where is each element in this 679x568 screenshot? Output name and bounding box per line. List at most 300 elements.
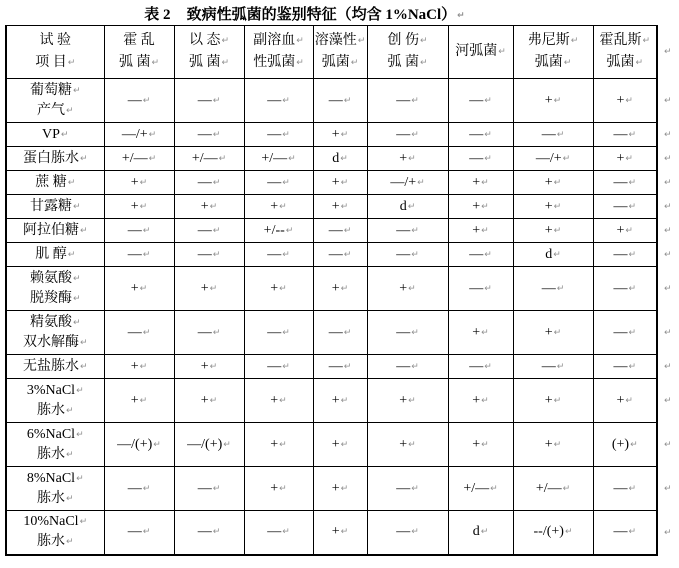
line-break-mark: ↵ [481,439,489,450]
row-end-mark [657,219,675,243]
line-break-mark: ↵ [411,249,419,260]
line-break-mark: ↵ [556,361,565,372]
table-cell: +↵ [593,379,657,423]
line-break-mark: ↵ [151,58,160,68]
line-break-mark: ↵ [67,177,76,188]
line-break-mark: ↵ [209,201,218,212]
line-break-mark: ↵ [556,129,565,140]
line-break-mark: ↵ [72,85,81,96]
row-label: 无盐胨水↵ [6,355,104,379]
line-break-mark: ↵ [212,129,221,140]
row-end-mark [657,79,675,123]
line-break-mark: ↵ [343,361,352,372]
table-cell: —↵ [174,511,244,555]
table-cell: +↵ [244,267,313,311]
table-row [6,511,675,555]
row-label: 阿拉伯糖↵ [6,219,104,243]
table-cell: —↵ [104,467,174,511]
table-cell: —/+↵ [104,123,174,147]
line-break-mark: ↵ [664,283,672,294]
column-header: 试 验 项 目↵ [6,26,104,79]
table-row [6,243,675,267]
table-cell: —↵ [367,79,448,123]
line-break-mark: ↵ [625,95,633,106]
line-break-mark: ↵ [628,201,637,212]
table-row [6,423,675,467]
line-break-mark: ↵ [635,58,644,68]
line-break-mark: ↵ [664,201,672,212]
column-header: 弗尼斯↵ 弧菌↵ [513,26,593,79]
line-break-mark: ↵ [76,385,84,396]
line-break-mark: ↵ [457,11,465,21]
line-break-mark: ↵ [72,293,81,304]
line-break-mark: ↵ [562,483,571,494]
table-cell: +↵ [313,123,367,147]
table-cell: +/—↵ [174,147,244,171]
line-break-mark: ↵ [340,439,349,450]
table-cell: —↵ [104,511,174,555]
row-label: 精氨酸↵ 双水解酶↵ [6,311,104,355]
line-break-mark: ↵ [408,395,416,406]
table-cell: —/+↵ [367,171,448,195]
line-break-mark: ↵ [628,283,637,294]
table-cell: +↵ [174,379,244,423]
line-break-mark: ↵ [221,58,230,68]
table-cell: —↵ [513,267,593,311]
line-break-mark: ↵ [630,439,638,450]
table-cell: +↵ [104,171,174,195]
table-cell: —↵ [244,311,313,355]
row-label: 蛋白胨水↵ [6,147,104,171]
line-break-mark: ↵ [139,361,148,372]
line-break-mark: ↵ [212,225,221,236]
table-row [6,79,675,123]
line-break-mark: ↵ [625,153,633,164]
vibrio-identification-table [5,25,676,556]
line-break-mark: ↵ [65,449,74,460]
table-cell: --/(+)↵ [513,511,593,555]
table-cell: +↵ [448,171,513,195]
line-break-mark: ↵ [628,361,637,372]
line-break-mark: ↵ [221,36,230,46]
line-break-mark: ↵ [556,283,565,294]
line-break-mark: ↵ [498,47,506,57]
line-break-mark: ↵ [79,361,88,372]
table-cell: —↵ [244,355,313,379]
column-header: 霍乱斯↵ 弧菌↵ [593,26,657,79]
line-break-mark: ↵ [218,153,227,164]
table-row [6,171,675,195]
column-header: 创 伤↵ 弧 菌↵ [367,26,448,79]
table-cell: —↵ [448,243,513,267]
row-end-mark [657,243,675,267]
table-cell: —↵ [448,147,513,171]
table-cell: —↵ [367,511,448,555]
table-cell: —↵ [593,123,657,147]
table-cell: —↵ [448,355,513,379]
line-break-mark: ↵ [282,249,290,260]
line-break-mark: ↵ [142,483,151,494]
line-break-mark: ↵ [563,58,572,68]
table-cell: —↵ [367,311,448,355]
table-cell: +↵ [513,79,593,123]
table-row [6,147,675,171]
line-break-mark: ↵ [279,283,287,294]
table-cell: +↵ [513,311,593,355]
row-end-mark [657,379,675,423]
table-cell: +↵ [448,423,513,467]
line-break-mark: ↵ [484,249,492,260]
table-cell: +↵ [448,379,513,423]
table-cell: +↵ [313,171,367,195]
table-cell: —↵ [313,219,367,243]
line-break-mark: ↵ [148,153,157,164]
line-break-mark: ↵ [60,129,69,140]
line-break-mark: ↵ [628,527,637,538]
table-cell: —↵ [448,267,513,311]
table-cell: —↵ [313,79,367,123]
line-break-mark: ↵ [79,225,88,236]
table-cell: —↵ [313,355,367,379]
column-header: 溶藻性↵ 弧菌↵ [313,26,367,79]
table-cell: +↵ [593,219,657,243]
table-row [6,311,675,355]
table-cell: +↵ [104,267,174,311]
table-row [6,355,675,379]
table-row [6,467,675,511]
table-cell: —↵ [367,467,448,511]
line-break-mark: ↵ [480,527,489,538]
line-break-mark: ↵ [407,201,416,212]
line-break-mark: ↵ [484,361,492,372]
line-break-mark: ↵ [664,47,672,57]
table-cell: +↵ [448,219,513,243]
header-row [6,26,675,79]
line-break-mark: ↵ [212,483,221,494]
table-cell: —↵ [313,243,367,267]
row-label: 葡萄糖↵ 产气↵ [6,79,104,123]
line-break-mark: ↵ [343,249,352,260]
table-cell: +/—↵ [244,147,313,171]
table-cell: +↵ [313,423,367,467]
row-end-mark [657,147,675,171]
line-break-mark: ↵ [153,439,161,450]
line-break-mark: ↵ [209,283,218,294]
table-cell: —↵ [593,511,657,555]
line-break-mark: ↵ [481,395,489,406]
line-break-mark: ↵ [142,95,151,106]
line-break-mark: ↵ [65,105,74,116]
line-break-mark: ↵ [411,129,419,140]
table-cell: —↵ [513,123,593,147]
line-break-mark: ↵ [139,395,148,406]
line-break-mark: ↵ [340,153,348,164]
table-cell: +↵ [104,355,174,379]
line-break-mark: ↵ [72,201,81,212]
table-cell: —↵ [104,79,174,123]
line-break-mark: ↵ [664,177,672,188]
line-break-mark: ↵ [419,36,428,46]
line-break-mark: ↵ [142,327,151,338]
table-cell: +/--↵ [244,219,313,243]
line-break-mark: ↵ [564,527,573,538]
row-end-mark [657,423,675,467]
line-break-mark: ↵ [282,361,290,372]
line-break-mark: ↵ [285,225,294,236]
line-break-mark: ↵ [664,327,672,338]
line-break-mark: ↵ [343,95,352,106]
table-cell: —↵ [244,171,313,195]
line-break-mark: ↵ [411,483,419,494]
table-cell: +↵ [104,195,174,219]
line-break-mark: ↵ [65,537,74,548]
line-break-mark: ↵ [72,273,81,284]
table-cell: —↵ [593,195,657,219]
table-cell: —↵ [593,267,657,311]
line-break-mark: ↵ [481,225,489,236]
row-label: 6%NaCl↵ 胨水↵ [6,423,104,467]
table-cell: —↵ [174,79,244,123]
line-break-mark: ↵ [340,527,349,538]
table-cell: d↵ [448,511,513,555]
line-break-mark: ↵ [628,129,637,140]
line-break-mark: ↵ [212,527,221,538]
row-label: 3%NaCl↵ 胨水↵ [6,379,104,423]
line-break-mark: ↵ [340,283,349,294]
line-break-mark: ↵ [212,327,221,338]
table-cell: —↵ [367,219,448,243]
table-cell: +↵ [367,423,448,467]
line-break-mark: ↵ [484,283,492,294]
table-row [6,267,675,311]
table-row [6,219,675,243]
line-break-mark: ↵ [664,361,672,372]
table-cell: —↵ [448,123,513,147]
line-break-mark: ↵ [408,153,416,164]
table-cell: —↵ [244,511,313,555]
column-header: 河弧菌↵ [448,26,513,79]
table-cell: —↵ [313,311,367,355]
line-break-mark: ↵ [209,361,218,372]
line-break-mark: ↵ [142,225,151,236]
table-cell: +↵ [313,195,367,219]
table-cell: +↵ [448,195,513,219]
table-cell: —↵ [367,243,448,267]
column-header: 以 态↵ 弧 菌↵ [174,26,244,79]
row-end-mark [657,467,675,511]
table-cell: +↵ [244,423,313,467]
line-break-mark: ↵ [212,249,221,260]
line-break-mark: ↵ [282,177,290,188]
line-break-mark: ↵ [67,58,76,68]
line-break-mark: ↵ [72,317,81,328]
table-cell: —/(+)↵ [174,423,244,467]
line-break-mark: ↵ [664,153,672,164]
table-row [6,123,675,147]
table-cell: —/(+)↵ [104,423,174,467]
line-break-mark: ↵ [484,153,492,164]
row-label: 8%NaCl↵ 胨水↵ [6,467,104,511]
line-break-mark: ↵ [279,395,287,406]
table-cell: +↵ [367,379,448,423]
line-break-mark: ↵ [562,153,571,164]
table-cell: —↵ [174,243,244,267]
line-break-mark: ↵ [340,201,349,212]
line-break-mark: ↵ [76,429,84,440]
line-break-mark: ↵ [340,483,349,494]
line-break-mark: ↵ [628,327,637,338]
table-cell: +↵ [513,195,593,219]
table-cell: +↵ [513,379,593,423]
row-end-mark [657,511,675,555]
column-header: 副溶血↵ 性弧菌↵ [244,26,313,79]
table-cell: +↵ [174,195,244,219]
line-break-mark: ↵ [553,177,562,188]
table-cell: +↵ [513,219,593,243]
line-break-mark: ↵ [484,95,492,106]
table-cell: +↵ [593,147,657,171]
line-break-mark: ↵ [490,483,498,494]
line-break-mark: ↵ [419,58,428,68]
line-break-mark: ↵ [282,95,290,106]
line-break-mark: ↵ [664,483,672,494]
table-cell: —↵ [593,355,657,379]
table-cell: +/—↵ [513,467,593,511]
line-break-mark: ↵ [553,249,561,260]
line-break-mark: ↵ [340,395,349,406]
table-cell: —↵ [448,79,513,123]
line-break-mark: ↵ [625,395,633,406]
line-break-mark: ↵ [282,129,290,140]
line-break-mark: ↵ [79,153,88,164]
line-break-mark: ↵ [296,36,304,46]
line-break-mark: ↵ [625,225,633,236]
table-cell: —↵ [104,219,174,243]
table-row [6,195,675,219]
line-break-mark: ↵ [553,201,562,212]
line-break-mark: ↵ [288,153,296,164]
table-cell: —↵ [244,123,313,147]
table-cell: d↵ [313,147,367,171]
table-cell: +/—↵ [104,147,174,171]
line-break-mark: ↵ [212,95,221,106]
line-break-mark: ↵ [67,249,76,260]
line-break-mark: ↵ [139,201,148,212]
line-break-mark: ↵ [411,327,419,338]
line-break-mark: ↵ [65,405,74,416]
table-cell: —/+↵ [513,147,593,171]
table-cell: —↵ [174,171,244,195]
table-cell: —↵ [174,311,244,355]
table-cell: +↵ [448,311,513,355]
row-end-mark [657,195,675,219]
line-break-mark: ↵ [408,439,416,450]
table-cell: +↵ [244,195,313,219]
table-caption [0,0,679,25]
line-break-mark: ↵ [664,439,672,450]
line-break-mark: ↵ [282,327,290,338]
line-break-mark: ↵ [553,327,562,338]
line-break-mark: ↵ [664,225,672,236]
line-break-mark: ↵ [664,527,672,538]
table-cell: d↵ [367,195,448,219]
table-cell: +↵ [174,355,244,379]
line-break-mark: ↵ [148,129,157,140]
line-break-mark: ↵ [481,177,489,188]
line-break-mark: ↵ [664,129,672,140]
table-cell: +↵ [244,379,313,423]
table-cell: —↵ [513,355,593,379]
table-cell: +↵ [313,379,367,423]
table-cell: —↵ [367,123,448,147]
table-cell: —↵ [593,171,657,195]
line-break-mark: ↵ [223,439,231,450]
table-cell: —↵ [174,123,244,147]
line-break-mark: ↵ [142,249,151,260]
line-break-mark: ↵ [79,337,88,348]
line-break-mark: ↵ [570,36,579,46]
caption-text: 致病性弧菌的鉴别特征（均含 1%NaCl） [186,7,457,23]
line-break-mark: ↵ [664,95,672,106]
table-cell: +↵ [513,423,593,467]
line-break-mark: ↵ [484,129,492,140]
table-cell: +↵ [244,467,313,511]
line-break-mark: ↵ [411,527,419,538]
table-cell: —↵ [104,243,174,267]
line-break-mark: ↵ [411,361,419,372]
table-cell: d↵ [513,243,593,267]
line-break-mark: ↵ [350,58,359,68]
row-end-mark [657,267,675,311]
table-cell: —↵ [367,355,448,379]
row-end-mark [657,26,675,79]
line-break-mark: ↵ [139,283,148,294]
row-label: 蔗 糖↵ [6,171,104,195]
line-break-mark: ↵ [642,36,651,46]
table-cell: —↵ [174,219,244,243]
table-cell: —↵ [244,243,313,267]
line-break-mark: ↵ [279,483,287,494]
row-end-mark [657,171,675,195]
row-label: VP↵ [6,123,104,147]
table-cell: +↵ [313,267,367,311]
table-cell: —↵ [593,311,657,355]
line-break-mark: ↵ [282,527,290,538]
row-label: 10%NaCl↵ 胨水↵ [6,511,104,555]
column-header: 霍 乱 弧 菌↵ [104,26,174,79]
row-end-mark [657,311,675,355]
line-break-mark: ↵ [628,177,637,188]
line-break-mark: ↵ [79,517,88,528]
row-label: 肌 醇↵ [6,243,104,267]
table-row [6,379,675,423]
table-cell: —↵ [174,467,244,511]
line-break-mark: ↵ [343,327,352,338]
line-break-mark: ↵ [139,177,148,188]
table-cell: +↵ [513,171,593,195]
line-break-mark: ↵ [417,177,425,188]
row-end-mark [657,355,675,379]
line-break-mark: ↵ [664,395,672,406]
row-label: 甘露糖↵ [6,195,104,219]
table-cell: +↵ [367,267,448,311]
table-cell: —↵ [244,79,313,123]
line-break-mark: ↵ [343,225,352,236]
line-break-mark: ↵ [340,177,349,188]
table-cell: +↵ [174,267,244,311]
line-break-mark: ↵ [296,58,304,68]
table-cell: +/—↵ [448,467,513,511]
